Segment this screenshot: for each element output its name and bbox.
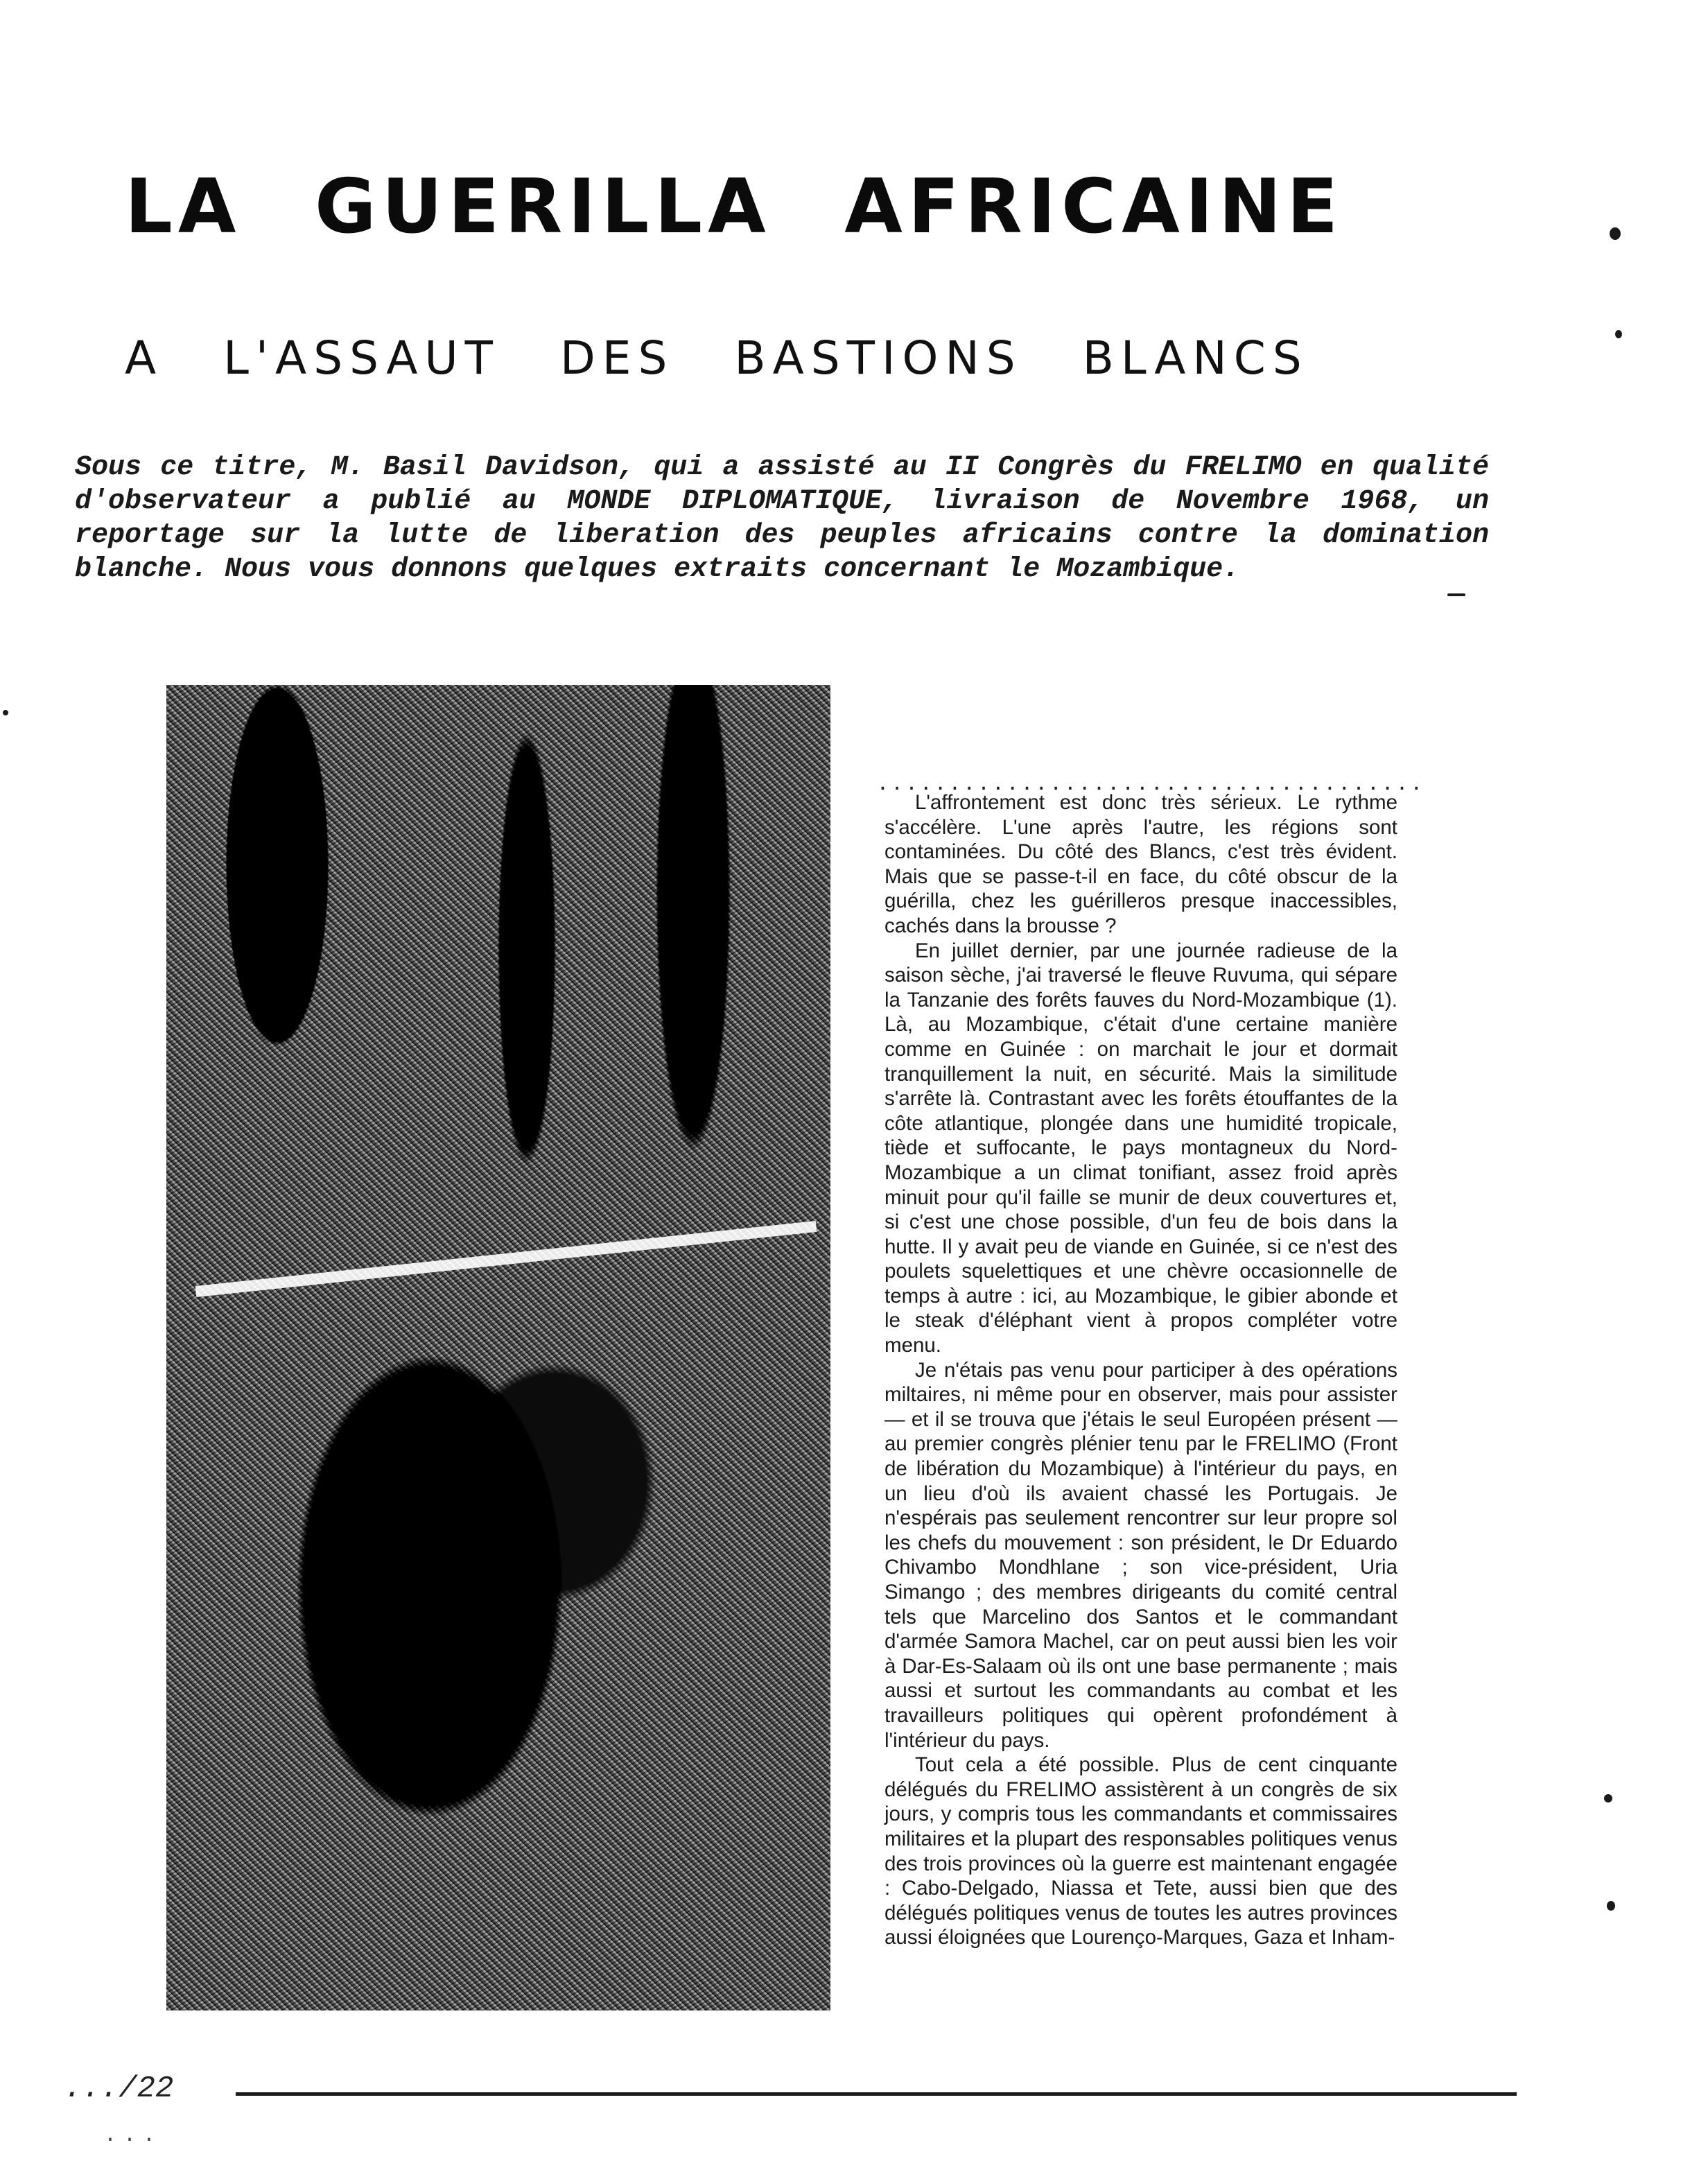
bottom-dots: ... (104, 2124, 163, 2148)
dot-leader: ...................................... (879, 768, 1427, 796)
scan-speck (3, 710, 8, 715)
scan-speck (1615, 330, 1622, 338)
headline: LA GUERILLA AFRICAINE (125, 164, 1344, 250)
scan-speck (1610, 227, 1621, 240)
guerilla-photograph (166, 685, 830, 2010)
scan-speck (1607, 1901, 1615, 1911)
article-paragraph: En juillet dernier, par une journée radieuse de la saison sèche, j'ai traversé le fleuve Ruvuma, qui sépare la Tanzanie des forêts fauves du Nord-Mozambique (1). Là, au Mozambique, c'était d'une certaine manière comme en Guinée : on marchait le jour et dormait tranquillement la nuit, en sécurité. Mais la similitude s'arrête là. Contrastant avec les forêts étouffantes de la côte atlantique, plongée dans une humidité tropicale, tiède et suffocante, le pays montagneux du Nord-Mozambique a un climat tonifiant, assez froid après minuit pour qu'il faille se munir de deux couvertures et, si c'est une chose possible, d'un feu de bois dans la hutte. Il y avait peu de viande en Guinée, si ce n'est des poulets squelettiques et une chèvre occasionnelle de temps à autre : ici, au Mozambique, le gibier abonde et le steak d'éléphant vient à propos compléter votre menu. (885, 939, 1397, 1357)
article-paragraph: Tout cela a été possible. Plus de cent cinquante délégués du FRELIMO assistèrent à un congrès de six jours, y compris tous les commandants et commissaires militaires et la plupart des responsables politiques venus des trois provinces où la guerre est maintenant engagée : Cabo-Delgado, Niassa et Tete, aussi bien que des délégués politiques venus de toutes les autres provinces aussi éloignées que Lourenço-Marques, Gaza et Inham- (885, 1753, 1397, 1949)
scan-speck (1604, 1794, 1612, 1802)
article-paragraph: Je n'étais pas venu pour participer à des opérations miltaires, ni même pour en observer, mais pour assister — et il se trouva que j'étais le seul Européen présent — au premier congrès plénier tenu par le FRELIMO (Front de libération du Mozambique) à l'intérieur du pays, en un lieu d'où ils avaient chassé les Portugais. Je n'espérais pas seulement rencontrer sur leur propre sol les chefs du mouvement : son président, le Dr Eduardo Chivambo Mondhlane ; son vice-président, Uria Simango ; des membres dirigeants du comité central tels que Marcelino dos Santos et le commandant d'armée Samora Machel, car on peut aussi bien les voir à Dar-Es-Salaam où ils ont une base permanente ; mais aussi et surtout les commandants au combat et les travailleurs politiques qui opèrent profondément à l'intérieur du pays. (885, 1358, 1397, 1752)
article-paragraph: L'affrontement est donc très sérieux. Le rythme s'accélère. L'une après l'autre, les régions sont contaminées. Du côté des Blancs, c'est très évident. Mais que se passe-t-il en face, du côté obscur de la guérilla, chez les guérilleros presque inaccessibles, cachés dans la brousse ? (885, 791, 1397, 937)
subheadline: A L'ASSAUT DES BASTIONS BLANCS (125, 331, 1309, 385)
intro-paragraph: Sous ce titre, M. Basil Davidson, qui a assisté au II Congrès du FRELIMO en qualité d'observateur a publié au MONDE DIPLOMATIQUE, livraison de Novembre 1968, un reportage sur la lutte de liberation des peuples africains contre la domination blanche. Nous vous donnons quelques extraits concernant le Mozambique. (75, 452, 1489, 585)
article-body (885, 790, 1397, 1950)
photo-light-beam (195, 1221, 817, 1297)
scan-speck (1447, 593, 1465, 596)
page-number: .../22 (64, 2071, 174, 2106)
bottom-rule (236, 2092, 1517, 2096)
